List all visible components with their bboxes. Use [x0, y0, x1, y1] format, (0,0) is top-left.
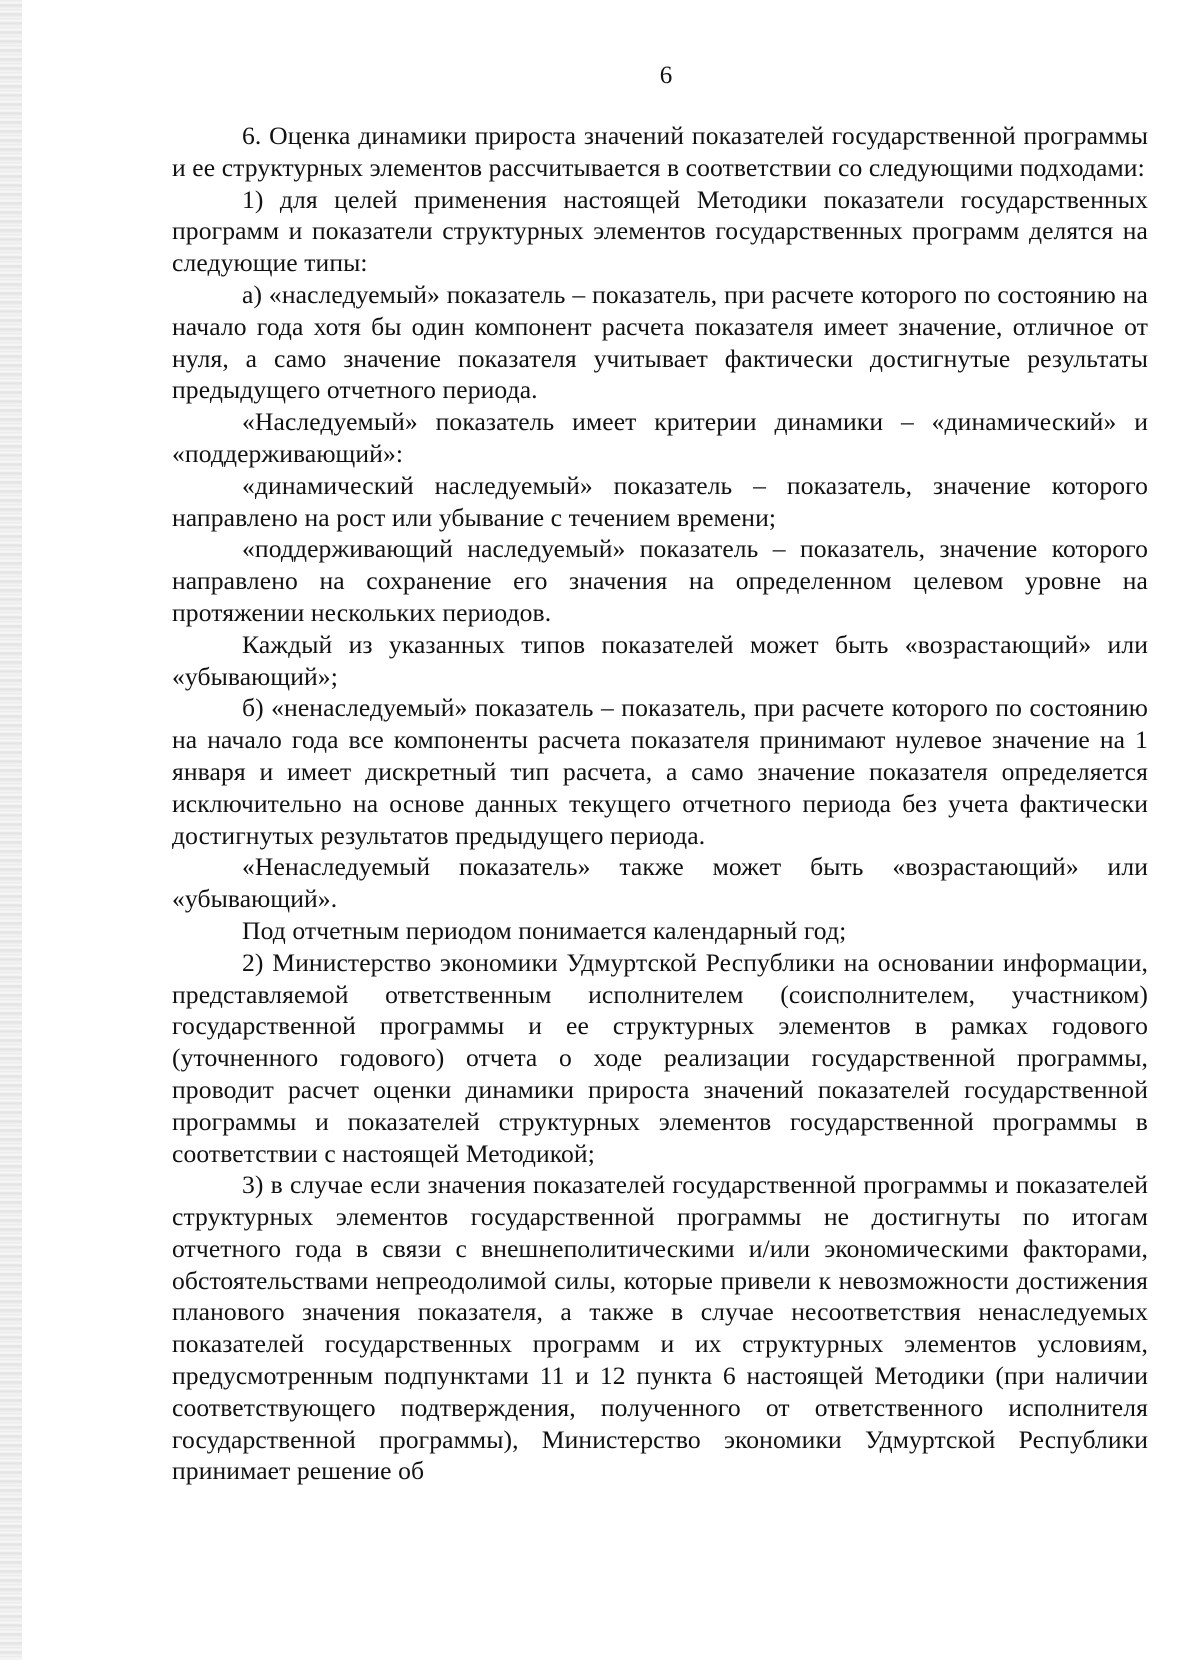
document-page — [172, 58, 1148, 1487]
paragraph-non-inherited-note: «Ненаследуемый показатель» также может быть «возрастающий» или «убывающий». — [172, 852, 1148, 914]
paragraph-item-6: 6. Оценка динамики прироста значений показателей государственной программы и ее структурных элементов рассчитывается в соответствии со следующими подходами: — [172, 121, 1148, 182]
paragraph-subitem-a: а) «наследуемый» показатель – показатель, при расчете которого по состоянию на начало года хотя бы один компонент расчета показателя имеет значение, отличное от нуля, а само значение показателя учитывает фактически достигнутые результаты предыдущего отчетного периода. — [172, 279, 1148, 405]
paragraph-increasing-decreasing: Каждый из указанных типов показателей может быть «возрастающий» или «убывающий»; — [172, 629, 1148, 691]
paragraph-dynamic-inherited: «динамический наследуемый» показатель – показатель, значение которого направлено на рост или убывание с течением времени; — [172, 470, 1148, 532]
scan-edge-artifact — [0, 0, 22, 1660]
paragraph-inherited-criteria: «Наследуемый» показатель имеет критерии динамики – «динамический» и «поддерживающий»: — [172, 407, 1148, 468]
paragraph-subitem-b: б) «ненаследуемый» показатель – показатель, при расчете которого по состоянию на начало года все компоненты расчета показателя принимают нулевое значение на 1 января и имеет дискретный тип расчета, а само значение показателя определяется исключительно на основе данных текущего отчетного периода без учета фактически достигнутых результатов предыдущего периода. — [172, 693, 1148, 850]
page-number: 6 — [659, 62, 673, 89]
paragraph-subitem-3: 3) в случае если значения показателей государственной программы и показателей структурных элементов государственной программы не достигнуты по итогам отчетного года в связи с внешнеполитическими и/или экономическими факторами, обстоятельствами непреодолимой силы, которые привели к невозможности достижения планового значения показателя, а также в случае несоответствия ненаследуемых показателей государственных программ и их структурных элементов условиям, предусмотренным подпунктами 11 и 12 пункта 6 настоящей Методики (при наличии соответствующего подтверждения, полученного от ответственного исполнителя государственной программы), Министерство экономики Удмуртской Республики принимает решение об — [172, 1170, 1148, 1486]
paragraph-supporting-inherited: «поддерживающий наследуемый» показатель – показатель, значение которого направлено на сохранение его значения на определенном целевом уровне на протяжении нескольких периодов. — [172, 534, 1148, 627]
paragraph-subitem-1: 1) для целей применения настоящей Методики показатели государственных программ и показатели структурных элементов государственных программ делятся на следующие типы: — [172, 184, 1148, 278]
paragraph-reporting-period: Под отчетным периодом понимается календарный год; — [242, 915, 847, 945]
paragraph-subitem-2: 2) Министерство экономики Удмуртской Республики на основании информации, представляемой ответственным исполнителем (соисполнителем, участником) государственной программы и ее структурных элементов в рамках годового (уточненного годового) отчета о ходе реализации государственной программы, проводит расчет оценки динамики прироста значений показателей государственной программы и показателей структурных элементов государственной программы в соответствии с настоящей Методикой; — [172, 947, 1148, 1168]
